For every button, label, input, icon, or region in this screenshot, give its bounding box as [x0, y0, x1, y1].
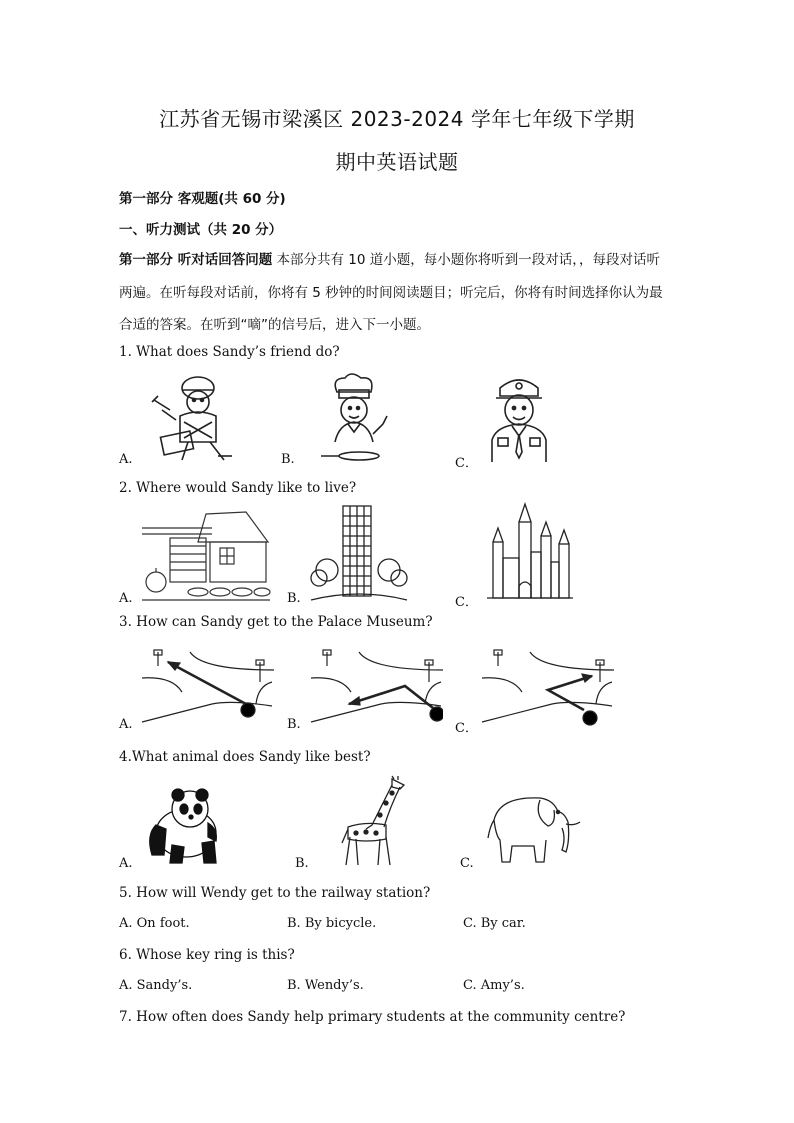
page-title: 江苏省无锡市梁溪区 2023-2024 学年七年级下学期	[159, 107, 635, 131]
skyscraper-icon	[309, 504, 409, 602]
q1-option-a: A.	[119, 452, 133, 467]
panda-icon	[142, 785, 224, 865]
route-map-b-icon	[309, 648, 443, 728]
question-2: 2. Where would Sandy like to live?	[119, 480, 357, 496]
q3-option-b: B.	[287, 717, 301, 732]
elephant-icon	[484, 790, 584, 866]
instructions-line-2: 两遍。在听每段对话前，你将有 5 秒钟的时间阅读题目；听完后，你将有时间选择你认为最	[119, 285, 663, 301]
page-subtitle: 期中英语试题	[335, 150, 459, 174]
part-heading: 第一部分 客观题(共 60 分)	[119, 191, 286, 207]
section-heading: 一、听力测试（共 20 分）	[119, 222, 283, 238]
q2-option-b: B.	[287, 591, 301, 606]
chef-icon	[315, 372, 395, 464]
farmhouse-icon	[140, 508, 272, 602]
q5-option-a: A. On foot.	[119, 916, 190, 931]
instructions-text: 本部分共有 10 道小题，每小题你将听到一段对话，，每段对话听	[276, 252, 661, 268]
builder-icon	[140, 372, 240, 464]
question-3: 3. How can Sandy get to the Palace Museum?	[119, 614, 433, 630]
question-7: 7. How often does Sandy help primary students at the community centre?	[119, 1009, 626, 1025]
route-map-a-icon	[140, 648, 274, 728]
question-4: 4.What animal does Sandy like best?	[119, 749, 371, 765]
instructions-line-3: 合适的答案。在听到“嘀”的信号后，进入下一小题。	[119, 317, 430, 333]
q2-option-c: C．	[455, 595, 478, 610]
q3-option-c: C．	[455, 721, 478, 736]
q4-option-a: A.	[119, 856, 133, 871]
q5-option-c: C. By car.	[463, 916, 526, 931]
instructions-line-1	[119, 248, 660, 268]
q6-option-a: A. Sandy’s.	[119, 978, 193, 993]
giraffe-icon	[334, 775, 410, 867]
q1-option-b: B.	[281, 452, 295, 467]
route-map-c-icon	[480, 648, 614, 728]
question-6: 6. Whose key ring is this?	[119, 947, 295, 963]
q6-option-b: B. Wendy’s.	[287, 978, 364, 993]
q4-option-b: B.	[295, 856, 309, 871]
q1-option-c: C．	[455, 456, 478, 471]
police-officer-icon	[488, 372, 550, 464]
q2-option-a: A.	[119, 591, 133, 606]
castle-icon	[485, 502, 575, 600]
q4-option-c: C.	[460, 856, 474, 871]
question-1: 1. What does Sandy’s friend do?	[119, 344, 340, 360]
q3-option-a: A.	[119, 717, 133, 732]
instructions-subheading: 第一部分 听对话回答问题	[119, 252, 273, 268]
q5-option-b: B. By bicycle.	[287, 916, 377, 931]
question-5: 5. How will Wendy get to the railway station?	[119, 885, 431, 901]
q6-option-c: C. Amy’s.	[463, 978, 525, 993]
